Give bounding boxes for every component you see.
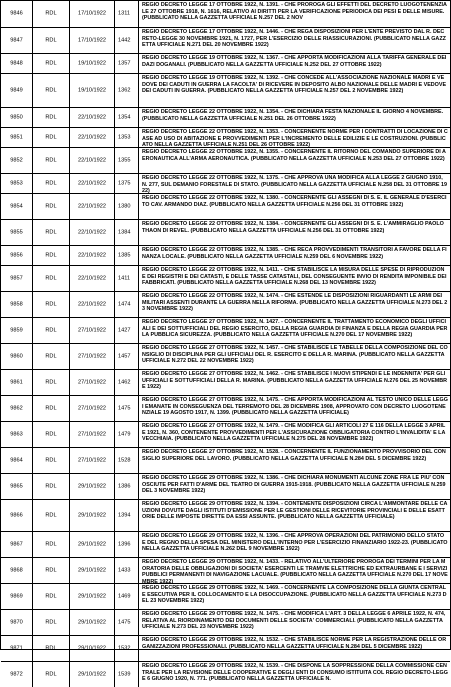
act-type: RDL [45, 619, 57, 625]
act-page: 1462 [118, 379, 131, 385]
act-description-cell [138, 74, 450, 107]
act-description: REGIO DECRETO LEGGE 29 OTTOBRE 1922, N. 1475. - CHE MODIFICA L'ART. 3 DELLA LEGGE 6 APRILE 1922, N. 474, RELATIVA AL RIORDINAMENTO DEI DOCUMENTI DELLE SOCIETA' COMMERCIALI. (PUBBLICATO NELLA GAZZETTA UFFICIALE N.273 DEL 23 NOVEMBRE 1922) [142, 611, 446, 631]
act-description-cell [138, 558, 450, 583]
act-description: REGIO DECRETO LEGGE 27 OTTOBRE 1922, N. 1427. - CONCERNENTE IL TRATTAMENTO ECONOMICO DEGLI UFFICIALI E DEI SOTTUFFICIALI DEL REGIO ESERCITO, DELLA REGIA GUARDIA DI FINANZA E DELLA REGIA GUARDIA PER LA PUBBLICA SICUREZZA. (PUBBLICATO NELLA GAZZETTA UFFICIALE N.270 DEL 17 NOVEMBRE 1922) [142, 319, 448, 339]
act-type-cell [32, 292, 69, 317]
row-number-cell [1, 500, 32, 531]
table-row [1, 173, 450, 193]
act-page: 1532 [118, 645, 131, 651]
row-number-cell [1, 292, 32, 317]
act-page-cell [114, 194, 138, 219]
act-date: 29/10/1922 [78, 619, 106, 625]
act-date: 22/10/1922 [78, 229, 106, 235]
act-page: 1469 [118, 593, 131, 599]
act-date: 22/10/1922 [78, 275, 106, 281]
row-number-cell [1, 370, 32, 395]
act-description: REGIO DECRETO LEGGE 27 OTTOBRE 1922, N. 1475. - CHE APPORTA MODIFICAZIONI AL TESTO UNICO DELLE LEGGI EMANATE IN CONSEGUENZA DEL TERREMOTO DEL 28 DICEMBRE 1908, APPROVATO CON DECRETO LUOGOTENENZIALE 19 AGOSTO 1917, N. 1399. (PUBBLICATO NELLA GAZZETTA UFFICIALE) [142, 397, 448, 417]
act-description: REGIO DECRETO LEGGE 27 OTTOBRE 1922, N. 1479. - CHE MODIFICA GLI ARTICOLI 27 E 116 DELLA LEGGE 3 APRILE 1921, N. 360, CONTENENTE PROVVEDIMENTI PER L'ASSICURAZIONE OBBLIGATORIA CONTRO L'INVALIDITA' E LA VECCHIAIA. (PUBBLICATO NELLA GAZZETTA UFFICIALE N.275 DEL 28 NOVEMBRE 1922) [142, 423, 446, 443]
act-date: 27/10/1922 [78, 431, 106, 437]
act-type-cell [32, 344, 69, 369]
row-number: 9867 [10, 541, 23, 547]
act-page-cell [114, 610, 138, 635]
act-date-cell [69, 108, 114, 127]
act-page-cell [114, 318, 138, 343]
act-date-cell [69, 246, 114, 265]
act-type-cell [32, 370, 69, 395]
act-date: 19/10/1922 [78, 60, 106, 66]
table-row [1, 557, 450, 583]
table-row [1, 193, 450, 219]
act-description: REGIO DECRETO LEGGE 17 OTTOBRE 1922, N. 1446. - CHE REGA DISPOSIZIONI PER L'ENTE PREVISTO DAL R. DECRETO-LEGGE 30 NOVEMBRE 1921, N. 1727, PER L'ESERCIZIO DELLE RIASSICURAZIONI. (PUBBLICATO NELLA GAZZETTA UFFICIALE N.271 DEL 20 NOVEMBRE 1922) [142, 29, 446, 49]
act-page-cell [114, 474, 138, 499]
act-type: RDL [45, 431, 57, 437]
act-type-cell [32, 54, 69, 73]
act-description: REGIO DECRETO LEGGE 27 OTTOBRE 1922, N. 1457. - CHE STABILISCE LE TABELLE DELLA COMPOSIZIONE DEL CONSIGLIO DI DISCIPLINA PER GLI UFFICIALI DEL R. ESERCITO E DELLA R. MARINA. (PUBBLICATO NELLA GAZZETTA UFFICIALE N.272 DEL 22 NOVEMBRE 1922) [142, 345, 448, 365]
act-date-cell [69, 396, 114, 421]
row-number: 9848 [10, 60, 23, 66]
row-number-cell [1, 636, 32, 661]
act-date: 29/10/1922 [78, 645, 106, 651]
act-date: 22/10/1922 [78, 252, 106, 258]
act-page-cell [114, 292, 138, 317]
act-date-cell [69, 292, 114, 317]
row-number: 9847 [10, 37, 23, 43]
act-description: REGIO DECRETO LEGGE 29 OTTOBRE 1922, N. 1433. - RELATIVO ALL'ULTERIORE PROROGA DEI TERMINI PER LA MORATORIA DELLE OBBLIGAZIONI DI SOCIETA' ESERCENTI LE TRAMVIE ELETTRICHE ED EXTRAURBANE E I SERVIZI PUBBLICI PERMANENTI DI NAVIGAZIONE LACUALE. (PUBBLICATO NELLA GAZZETTA UFFICIALE N.270 DEL 17 NOVEMBRE 1922) [142, 559, 448, 583]
act-description: REGIO DECRETO LEGGE 19 OTTOBRE 1922, N. 1392. - CHE CONCEDE ALL'ASSOCIAZIONE NAZIONALE MADRI E VEDOVE DEI CADUTI IN GUERRA LA FACOLTA' DI RICEVERE IN DEPOSITO ALBO NAZIONALE DELLE MADRI E VEDOVE DEI CADUTI IN GUERRA. (PUBBLICATO NELLA GAZZETTA UFFICIALE N.257 DEL 2 NOVEMBRE 1922) [142, 75, 447, 95]
act-description: REGIO DECRETO LEGGE 17 OTTOBRE 1922, N. 1391. - CHE PROROGA GLI EFFETTI DEL DECRETO LUOGOTENENZIALE 27 OTTOBRE 1918, N. 1616, RELATIVO AI DIRITTI PER LA VERIFICAZIONE PERIODICA DEI PESI E DELLE MISURE. (PUBBLICATO NELLA GAZZETTA UFFICIALE N.257 DEL 2 NOV [142, 2, 447, 22]
act-description: REGIO DECRETO LEGGE 27 OTTOBRE 1922, N. 1528. - CONCERNENTE IL FUNZIONAMENTO PROVVISORIO DEL CONSIGLIO SUPERIORE DEL LAVORO. (PUBBLICATO NELLA GAZZETTA UFFICIALE N.284 DEL 5 DICEMBRE 1922) [142, 449, 446, 462]
act-page: 1475 [118, 405, 131, 411]
act-type: RDL [45, 87, 57, 93]
act-type: RDL [45, 593, 57, 599]
act-date-cell [69, 500, 114, 531]
act-page: 1528 [118, 457, 131, 463]
row-number: 9853 [10, 180, 23, 186]
act-type: RDL [45, 301, 57, 307]
act-date: 27/10/1922 [78, 353, 106, 359]
act-description-cell [138, 636, 450, 661]
act-page-cell [114, 370, 138, 395]
row-number-cell [1, 318, 32, 343]
row-number: 9861 [10, 379, 23, 385]
act-type: RDL [45, 60, 57, 66]
table-row [1, 635, 450, 661]
act-type-cell [32, 474, 69, 499]
act-date: 22/10/1922 [78, 203, 106, 209]
act-type: RDL [45, 157, 57, 163]
act-type: RDL [45, 512, 57, 518]
act-type: RDL [45, 37, 57, 43]
act-date: 19/10/1922 [78, 87, 106, 93]
table-row [1, 447, 450, 473]
act-description-cell [138, 662, 450, 687]
row-number: 9866 [10, 512, 23, 518]
act-type-cell [32, 220, 69, 245]
act-type-cell [32, 558, 69, 583]
row-number: 9850 [10, 114, 23, 120]
table-row [1, 147, 450, 173]
act-page-cell [114, 662, 138, 687]
act-description-cell [138, 1, 450, 27]
table-row [1, 317, 450, 343]
act-description-cell [138, 148, 450, 173]
act-description-cell [138, 532, 450, 557]
table-row [1, 127, 450, 147]
act-type: RDL [45, 275, 57, 281]
act-type-cell [32, 174, 69, 193]
act-description: REGIO DECRETO LEGGE 22 OTTOBRE 1922, N. 1355. - CONCERNENTE IL RITORNO DEL COMANDO SUPERIORE DI AERONAUTICA ALL'ARMA AERONAUTICA. (PUBBLICATO NELLA GAZZETTA UFFICIALE N.253 DEL 27 OTTOBRE 1922) [142, 149, 446, 162]
act-page: 1362 [118, 87, 131, 93]
act-page-cell [114, 28, 138, 53]
row-number-cell [1, 584, 32, 609]
act-description-cell [138, 500, 450, 531]
act-type-cell [32, 266, 69, 291]
act-type-cell [32, 1, 69, 27]
row-number-cell [1, 148, 32, 173]
act-page: 1411 [118, 275, 131, 281]
act-description-cell [138, 610, 450, 635]
act-page: 1442 [118, 37, 131, 43]
act-type-cell [32, 396, 69, 421]
act-description: REGIO DECRETO LEGGE 27 OTTOBRE 1922, N. 1462. - CHE STABILISCE I NUOVI STIPENDI E LE INDENNITA' PER GLI UFFICIALI E SOTTUFFICIALI DELLA R. MARINA. (PUBBLICATO NELLA GAZZETTA UFFICIALE N.276 DEL 25 NOVEMBRE 1922) [142, 371, 448, 391]
act-description-cell [138, 422, 450, 447]
act-date-cell [69, 662, 114, 687]
act-type: RDL [45, 229, 57, 235]
row-number: 9862 [10, 405, 23, 411]
act-description-cell [138, 344, 450, 369]
row-number-cell [1, 422, 32, 447]
row-number-cell [1, 128, 32, 147]
act-type: RDL [45, 379, 57, 385]
row-number: 9852 [10, 157, 23, 163]
act-type-cell [32, 584, 69, 609]
act-type: RDL [45, 483, 57, 489]
row-number-cell [1, 246, 32, 265]
act-description: REGIO DECRETO LEGGE 29 OTTOBRE 1922, N. 1396. - CHE APPROVA OPERAZIONI DEL PATRIMONIO DELLO STATO E DEL REGNO DELLA SPESA DEL MINISTERO DELL'INTERNO PER L'ESERCIZIO FINANZIARIO 1922-23. (PUBBLICATO NELLA GAZZETTA UFFICIALE N.262 DEL 9 NOVEMBRE 1922) [142, 533, 448, 553]
act-type-cell [32, 318, 69, 343]
act-date: 22/10/1922 [78, 301, 106, 307]
row-number-cell [1, 108, 32, 127]
act-type-cell [32, 246, 69, 265]
act-page-cell [114, 174, 138, 193]
row-number: 9846 [10, 10, 23, 17]
act-type: RDL [45, 10, 57, 17]
act-description: REGIO DECRETO LEGGE 29 OTTOBRE 1922, N. 1469. - CONCERNENTE LA COMPOSIZIONE DELLA GIUNTA CENTRALE ESECUTIVA PER IL COLLOCAMENTO E LA DISOCCUPAZIONE. (PUBBLICATO NELLA GAZZETTA UFFICIALE N.273 DEL 23 NOVEMBRE 1922) [142, 585, 447, 605]
act-page: 1355 [118, 157, 131, 163]
act-page-cell [114, 266, 138, 291]
row-number: 9856 [10, 252, 23, 258]
table-row [1, 245, 450, 265]
act-page: 1386 [118, 483, 131, 489]
act-page-cell [114, 128, 138, 147]
act-page: 1396 [118, 541, 131, 547]
act-description: REGIO DECRETO LEGGE 22 OTTOBRE 1922, N. 1384. - CONCERNENTE GLI ASSEGNI DI S. E. L'AMMIRAGLIO PAOLO THAON DI REVEL. (PUBBLICATO NELLA GAZZETTA UFFICIALE N.256 DEL 31 OTTOBRE 1922) [142, 221, 444, 234]
act-page-cell [114, 1, 138, 27]
act-description-cell [138, 194, 450, 219]
act-page-cell [114, 448, 138, 473]
row-number-cell [1, 662, 32, 687]
act-description-cell [138, 474, 450, 499]
table-row [1, 53, 450, 73]
act-type-cell [32, 662, 69, 687]
act-date: 17/10/1922 [78, 10, 106, 17]
act-type: RDL [45, 114, 57, 120]
act-date: 22/10/1922 [78, 114, 106, 120]
row-number-cell [1, 194, 32, 219]
table-row [1, 265, 450, 291]
act-date-cell [69, 370, 114, 395]
act-date-cell [69, 266, 114, 291]
row-number: 9863 [10, 431, 23, 437]
act-page: 1385 [118, 252, 131, 258]
act-type-cell [32, 194, 69, 219]
table-row [1, 369, 450, 395]
act-description: REGIO DECRETO LEGGE 22 OTTOBRE 1922, N. 1354. - CHE DICHIARA FESTA NAZIONALE IL GIORNO 4 NOVEMBRE. (PUBBLICATO NELLA GAZZETTA UFFICIALE N.251 DEL 26 OTTOBRE 1922) [142, 109, 444, 122]
act-type: RDL [45, 645, 57, 651]
row-number-cell [1, 558, 32, 583]
act-page: 1311 [118, 10, 131, 17]
act-date: 29/10/1922 [78, 671, 106, 677]
act-type: RDL [45, 671, 57, 677]
row-number-cell [1, 532, 32, 557]
row-number: 9857 [10, 275, 23, 281]
act-description-cell [138, 448, 450, 473]
act-date-cell [69, 636, 114, 661]
table-row [1, 219, 450, 245]
act-description: REGIO DECRETO LEGGE 22 OTTOBRE 1922, N. 1380. - CONCERNENTE GLI ASSEGNI DI S. E. IL GENERALE D'ESERCITO CAV. ARMANDO DIAZ. (PUBBLICATO NELLA GAZZETTA UFFICIALE N.256 DEL 31 OTTOBRE 1922) [142, 195, 447, 208]
act-date: 29/10/1922 [78, 567, 106, 573]
table-row [1, 661, 450, 687]
act-date: 27/10/1922 [78, 457, 106, 463]
table-row [1, 473, 450, 499]
act-page: 1475 [118, 619, 131, 625]
act-description-cell [138, 174, 450, 193]
act-type: RDL [45, 180, 57, 186]
row-number: 9854 [10, 203, 23, 209]
row-number: 9851 [10, 134, 23, 140]
act-page: 1457 [118, 353, 131, 359]
act-description-cell [138, 28, 450, 53]
row-number-cell [1, 266, 32, 291]
act-page-cell [114, 220, 138, 245]
row-number-cell [1, 54, 32, 73]
act-description-cell [138, 292, 450, 317]
act-date: 27/10/1922 [78, 405, 106, 411]
act-type: RDL [45, 567, 57, 573]
act-type: RDL [45, 327, 57, 333]
act-page-cell [114, 584, 138, 609]
act-description: REGIO DECRETO LEGGE 29 OTTOBRE 1922, N. 1539. - CHE DISPONE LA SOPPRESSIONE DELLA COMMISSIONE CENTRALE PER LA REVISIONE DELLE COOPERATIVE E DEGLI ENTI DI CONSUMO ISTITUITA COL REGIO DECRETO-LEGGE 6 GIUGNO 1920, N. 771. (PUBBLICATO NELLA GAZZETTA UFFICIALE N. [142, 663, 448, 683]
act-type: RDL [45, 541, 57, 547]
row-number-cell [1, 448, 32, 473]
act-page: 1354 [118, 114, 131, 120]
row-number-cell [1, 74, 32, 107]
act-date-cell [69, 448, 114, 473]
act-type-cell [32, 108, 69, 127]
act-description-cell [138, 318, 450, 343]
act-description-cell [138, 128, 450, 147]
table-row [1, 395, 450, 421]
act-page-cell [114, 422, 138, 447]
row-number: 9865 [10, 483, 23, 489]
row-number: 9859 [10, 327, 23, 333]
act-description: REGIO DECRETO LEGGE 29 OTTOBRE 1922, N. 1394. - CONTENENTE DISPOSIZIONI CIRCA L'AMMONTARE DELLE CAUZIONI DOVUTE DAGLI ISTITUTI D'EMISSIONE PER LE GESTIONI DELLE RICEVITORIE PROVINCIALI E DELLE ESATTORIE DELLE IMPOSTE DIRETTE DA ESSI ASSUNTE. (PUBBLICATO NELLA GAZZETTA UFFICIALE) [142, 501, 448, 521]
act-type-cell [32, 448, 69, 473]
act-page-cell [114, 558, 138, 583]
act-type-cell [32, 422, 69, 447]
table-row [1, 27, 450, 53]
row-number: 9849 [10, 87, 23, 93]
act-description: REGIO DECRETO LEGGE 19 OTTOBRE 1922, N. 1367. - CHE APPORTA MODIFICAZIONI ALLA TARIFFA GENERALE DEI DAZI DOGANALI. (PUBBLICATO NELLA GAZZETTA UFFICIALE N.252 DEL 27 OTTOBRE 1922) [142, 55, 447, 68]
act-description: REGIO DECRETO LEGGE 22 OTTOBRE 1922, N. 1353. - CONCERNENTE NORME PER I CONTRATTI DI LOCAZIONE DI CASE AD USO DI ABITAZIONE E PROVVEDIMENTI PER L'INCREMENTO DELLE EDILIZIE E LE COSTRUZIONI. (PUBBLICATO NELLA GAZZETTA UFFICIALE N.251 DEL 26 OTTOBRE 1922) [142, 129, 448, 147]
act-date: 17/10/1922 [78, 37, 106, 43]
act-date: 27/10/1922 [78, 379, 106, 385]
table-row [1, 583, 450, 609]
act-type-cell [32, 148, 69, 173]
act-date-cell [69, 610, 114, 635]
act-type: RDL [45, 457, 57, 463]
act-type: RDL [45, 203, 57, 209]
act-date-cell [69, 558, 114, 583]
act-page-cell [114, 108, 138, 127]
table-row [1, 499, 450, 531]
act-date: 29/10/1922 [78, 541, 106, 547]
act-page-cell [114, 74, 138, 107]
act-description-cell [138, 370, 450, 395]
row-number: 9871 [10, 645, 23, 651]
act-date: 22/10/1922 [78, 180, 106, 186]
table-row [1, 73, 450, 107]
act-page: 1375 [118, 180, 131, 186]
act-date: 29/10/1922 [78, 512, 106, 518]
act-date-cell [69, 532, 114, 557]
act-type-cell [32, 636, 69, 661]
table-row [1, 1, 450, 27]
act-date: 29/10/1922 [78, 483, 106, 489]
act-page: 1384 [118, 229, 131, 235]
row-number-cell [1, 474, 32, 499]
act-date: 22/10/1922 [78, 157, 106, 163]
act-date: 27/10/1922 [78, 327, 106, 333]
act-description: REGIO DECRETO LEGGE 22 OTTOBRE 1922, N. 1375. - CHE APPROVA UNA MODIFICA ALLA LEGGE 2 GIUGNO 1910, N. 277, SUL DEMANIO FORESTALE DI STATO. (PUBBLICATO NELLA GAZZETTA UFFICIALE N.258 DEL 31 OTTOBRE 1922) [142, 175, 447, 193]
act-description-cell [138, 220, 450, 245]
row-number-cell [1, 28, 32, 53]
act-description: REGIO DECRETO LEGGE 22 OTTOBRE 1922, N. 1385. - CHE RECA PROVVEDIMENTI TRANSITORI A FAVORE DELLA FINANZA LOCALE. (PUBBLICATO NELLA GAZZETTA UFFICIALE N.259 DEL 6 NOVEMBRE 1922) [142, 247, 447, 260]
act-page-cell [114, 246, 138, 265]
act-page: 1479 [118, 431, 131, 437]
act-page: 1353 [118, 134, 131, 140]
act-page-cell [114, 54, 138, 73]
act-page-cell [114, 148, 138, 173]
act-date-cell [69, 344, 114, 369]
act-description-cell [138, 584, 450, 609]
row-number-cell [1, 1, 32, 27]
act-description-cell [138, 108, 450, 127]
table-row [1, 421, 450, 447]
act-date: 22/10/1922 [78, 134, 106, 140]
act-type-cell [32, 74, 69, 107]
table-row [1, 107, 450, 127]
act-description-cell [138, 266, 450, 291]
act-description-cell [138, 396, 450, 421]
act-date-cell [69, 194, 114, 219]
act-date-cell [69, 148, 114, 173]
row-number-cell [1, 344, 32, 369]
act-type-cell [32, 128, 69, 147]
act-type: RDL [45, 134, 57, 140]
row-number-cell [1, 220, 32, 245]
act-description: REGIO DECRETO LEGGE 29 OTTOBRE 1922, N. 1386. - CHE DICHIARA MONUMENTI ALCUNE ZONE FRA LE PIU' CONOSCIUTE PER FATTI D'ARME DEL TEATRO DI GUERRA 1915-1918. (PUBBLICATO NELLA GAZZETTA UFFICIALE N.259 DEL 3 NOVEMBRE 1922) [142, 475, 446, 495]
act-page: 1357 [118, 60, 131, 66]
act-type: RDL [45, 353, 57, 359]
act-description: REGIO DECRETO LEGGE 29 OTTOBRE 1922, N. 1532. - CHE STABILISCE NORME PER LA REGISTRAZIONE DELLE ORGANIZZAZIONI PROFESSIONALI. (PUBBLICATO NELLA GAZZETTA UFFICIALE N.284 DEL 5 DICEMBRE 1922) [142, 637, 447, 650]
act-date-cell [69, 74, 114, 107]
act-type-cell [32, 610, 69, 635]
act-page: 1474 [118, 301, 131, 307]
act-type: RDL [45, 252, 57, 258]
act-description-cell [138, 246, 450, 265]
act-date: 29/10/1922 [78, 593, 106, 599]
act-date-cell [69, 28, 114, 53]
row-number-cell [1, 610, 32, 635]
row-number: 9872 [10, 671, 23, 677]
table-row [1, 343, 450, 369]
act-page: 1433 [118, 567, 131, 573]
row-number: 9858 [10, 301, 23, 307]
table-row [1, 531, 450, 557]
act-description: REGIO DECRETO LEGGE 22 OTTOBRE 1922, N. 1411. - CHE STABILISCE LA MISURA DELLE SPESE DI RIPRODUZIONE DEI REGISTRI E DEI CATASTI, E DELLE TASSE CATASTALI, DEL CONSEGUENTE INVIO DI RENDITA IMPONIBILE DEI FABBRICATI. (PUBBLICATO NELLA GAZZETTA UFFICIALE N.268 DEL 13 NOVEMBRE 1922) [142, 267, 447, 287]
act-page: 1427 [118, 327, 131, 333]
act-page: 1394 [118, 512, 131, 518]
act-page-cell [114, 396, 138, 421]
row-number-cell [1, 174, 32, 193]
act-date-cell [69, 220, 114, 245]
act-page: 1539 [118, 671, 131, 677]
row-number: 9860 [10, 353, 23, 359]
row-number: 9864 [10, 457, 23, 463]
act-date-cell [69, 318, 114, 343]
act-page-cell [114, 500, 138, 531]
row-number: 9870 [10, 619, 23, 625]
act-type-cell [32, 500, 69, 531]
act-type-cell [32, 28, 69, 53]
act-page-cell [114, 532, 138, 557]
table-row [1, 609, 450, 635]
row-number-cell [1, 396, 32, 421]
act-date-cell [69, 1, 114, 27]
row-number: 9855 [10, 229, 23, 235]
act-date-cell [69, 54, 114, 73]
act-description: REGIO DECRETO LEGGE 22 OTTOBRE 1922, N. 1474. - CHE ESTENDE LE DISPOSIZIONI RIGUARDANTI LE ARMI DEI MILITARI ASSENTI DURANTE LA GUERRA NELLA RIFORMA. (PUBBLICATO NELLA GAZZETTA UFFICIALE N.273 DEL 23 NOVEMBRE 1922) [142, 293, 448, 313]
act-date-cell [69, 128, 114, 147]
row-number: 9869 [10, 593, 23, 599]
row-number: 9868 [10, 567, 23, 573]
act-page: 1380 [118, 203, 131, 209]
act-date-cell [69, 584, 114, 609]
act-date-cell [69, 474, 114, 499]
act-page-cell [114, 344, 138, 369]
act-date-cell [69, 422, 114, 447]
act-date-cell [69, 174, 114, 193]
act-description-cell [138, 54, 450, 73]
act-type-cell [32, 532, 69, 557]
act-page-cell [114, 636, 138, 661]
table-row [1, 291, 450, 317]
act-type: RDL [45, 405, 57, 411]
